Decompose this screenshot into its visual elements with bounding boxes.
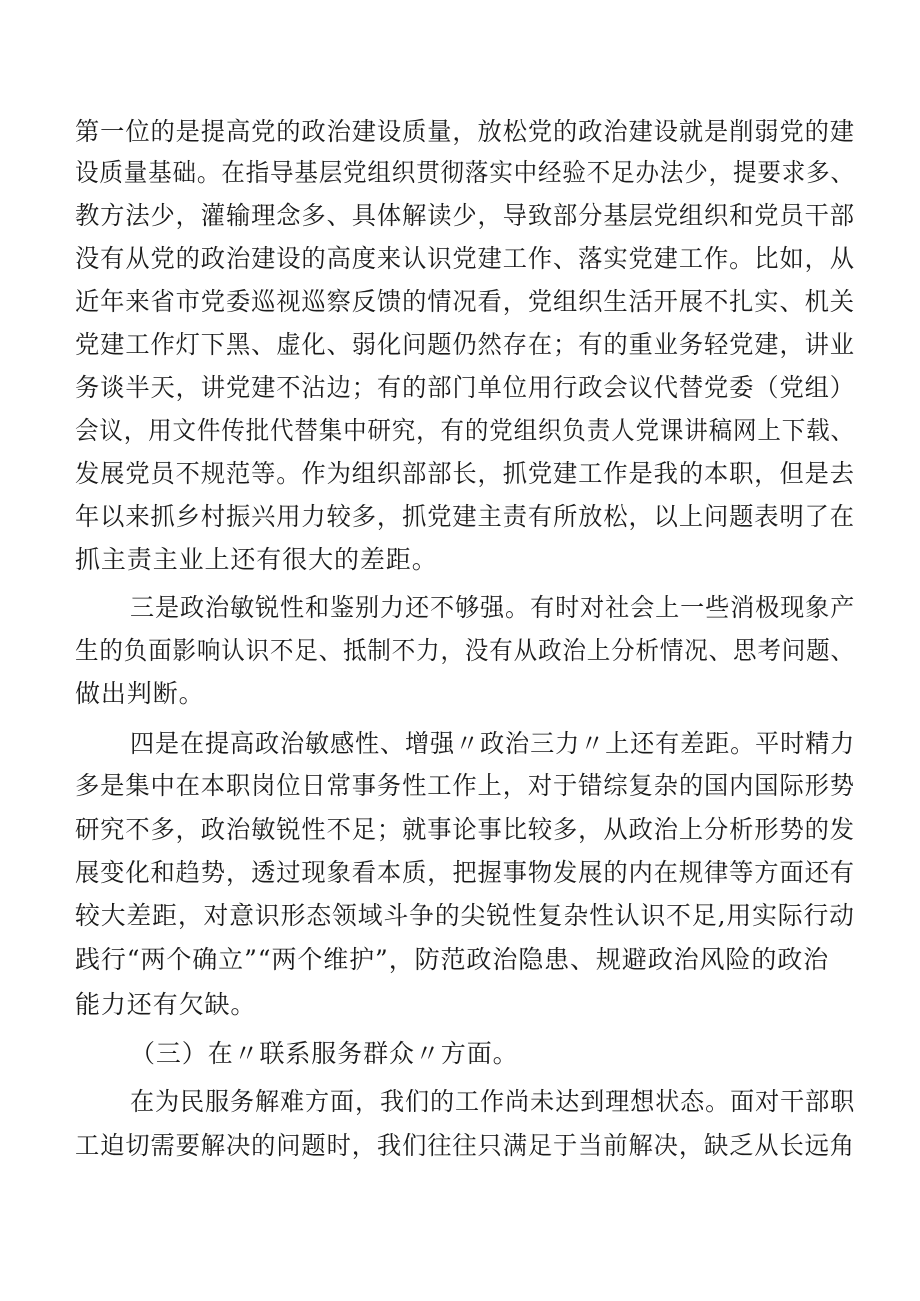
text-line: 务谈半天，讲党建不沾边；有的部门单位用行政会议代替党委（党组）: [75, 373, 855, 402]
text-line: 工迫切需要解决的问题时，我们往往只满足于当前解决，缺乏从长远角: [75, 1131, 855, 1160]
text-line: 发展党员不规范等。作为组织部部长，抓党建工作是我的本职，但是去: [75, 459, 855, 488]
text-line: 抓主责主业上还有很大的差距。: [75, 545, 438, 574]
text-line: 年以来抓乡村振兴用力较多，抓党建主责有所放松，以上问题表明了在: [75, 502, 855, 531]
text-line: 生的负面影响认识不足、抵制不力，没有从政治上分析情况、思考问题、: [75, 636, 855, 665]
text-line: 践行“两个确立”“两个维护”，防范政治隐患、规避政治风险的政治: [75, 945, 830, 974]
text-line: 较大差距，对意识形态领域斗争的尖锐性复杂性认识不足,用实际行动: [75, 901, 855, 930]
text-line: 四是在提高政治敏感性、增强〃政治三力〃上还有差距。平时精力: [130, 729, 856, 758]
text-line: 展变化和趋势，透过现象看本质，把握事物发展的内在规律等方面还有: [75, 858, 855, 887]
text-line: 党建工作灯下黑、虚化、弱化问题仍然存在；有的重业务轻党建，讲业: [75, 330, 855, 359]
section-heading: （三）在〃联系服务群众〃方面。: [130, 1039, 519, 1068]
text-line: 没有从党的政治建设的高度来认识党建工作、落实党建工作。比如，从: [75, 244, 855, 273]
text-line: 近年来省市党委巡视巡察反馈的情况看，党组织生活开展不扎实、机关: [75, 287, 855, 316]
text-line: 在为民服务解难方面，我们的工作尚未达到理想状态。面对干部职: [130, 1087, 856, 1116]
text-line: 多是集中在本职岗位日常事务性工作上，对于错综复杂的国内国际形势: [75, 771, 855, 800]
text-line: 做出判断。: [75, 679, 205, 708]
text-line: 三是政治敏锐性和鉴别力还不够强。有时对社会上一些消极现象产: [130, 593, 856, 622]
text-line: 教方法少，灌输理念多、具体解读少，导致部分基层党组织和党员干部: [75, 201, 855, 230]
text-line: 会议，用文件传批代替集中研究，有的党组织负责人党课讲稿网上下载、: [75, 416, 855, 445]
text-line: 研究不多，政治敏锐性不足；就事论事比较多，从政治上分析形势的发: [75, 815, 855, 844]
text-line: 设质量基础。在指导基层党组织贯彻落实中经验不足办法少，提要求多、: [75, 158, 855, 187]
text-line: 能力还有欠缺。: [75, 990, 257, 1019]
text-line: 第一位的是提高党的政治建设质量，放松党的政治建设就是削弱党的建: [75, 117, 855, 146]
